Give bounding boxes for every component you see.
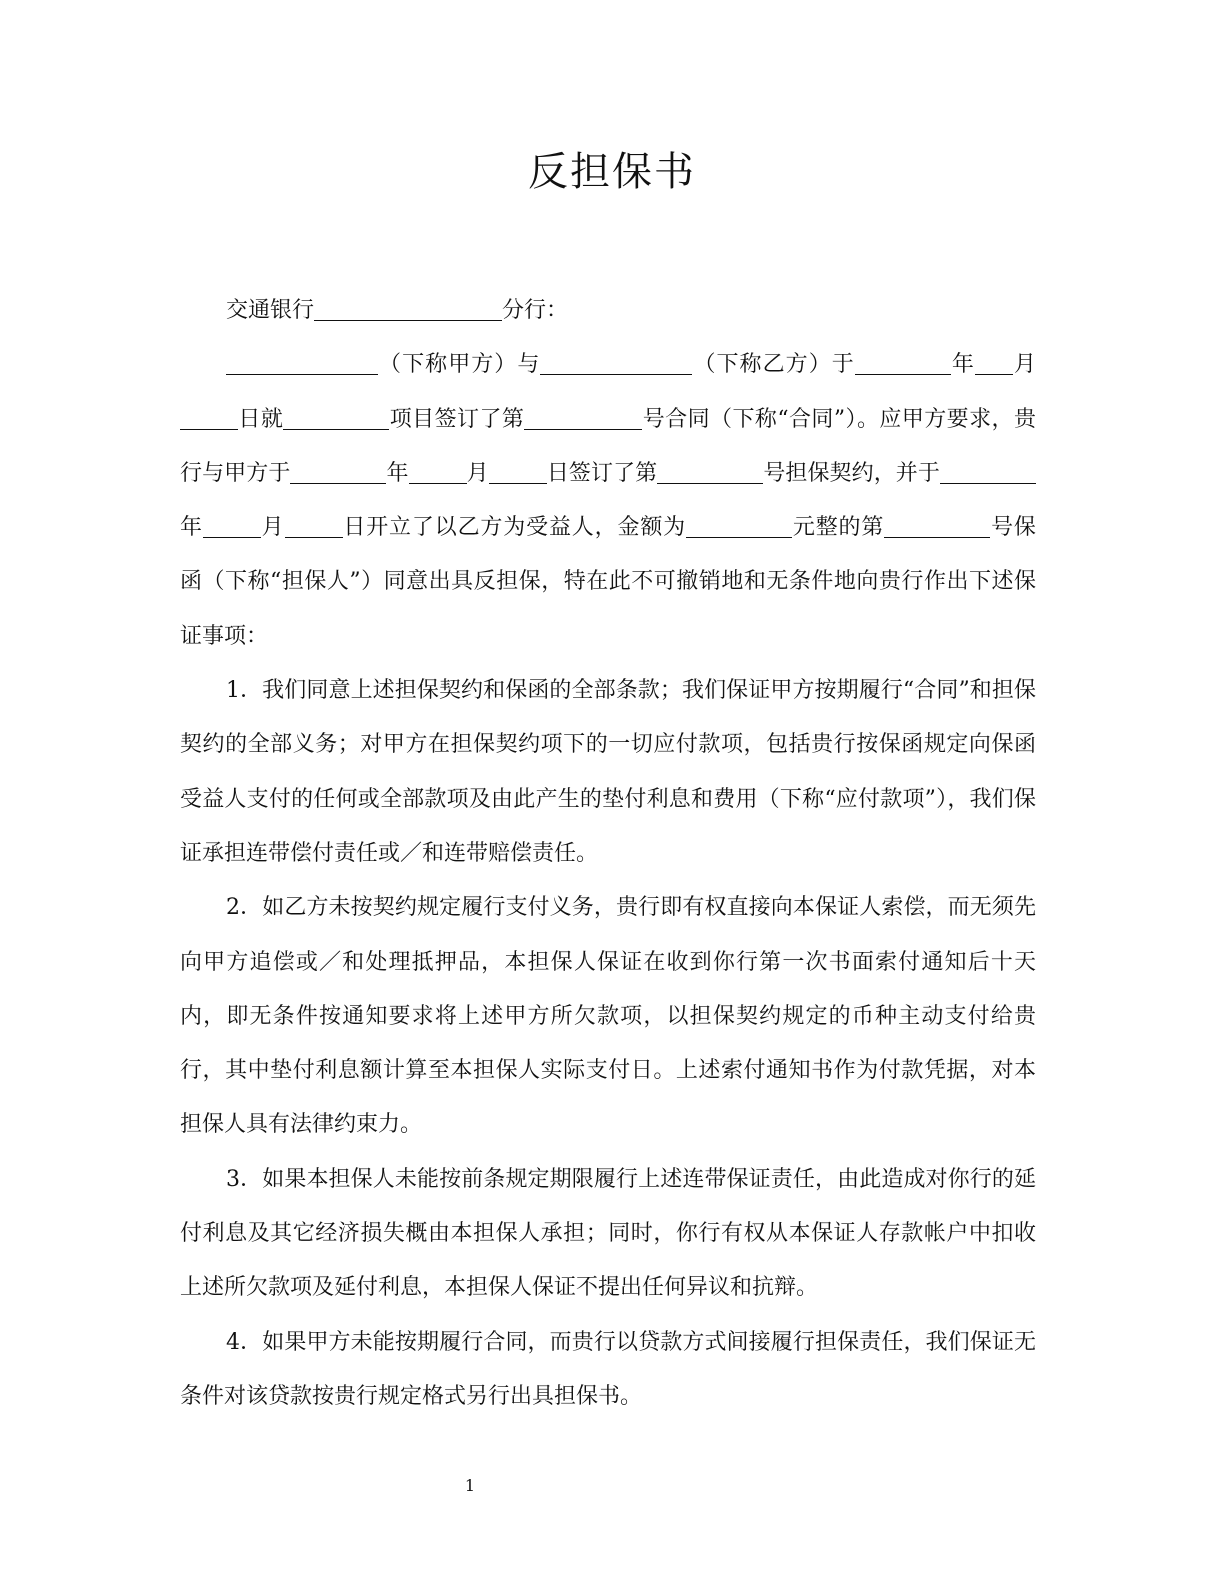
party-a-blank bbox=[226, 350, 378, 375]
intro-text: 月 bbox=[260, 515, 285, 541]
clause-3: 3．如果本担保人未能按前条规定期限履行上述连带保证责任，由此造成对你行的延付利息及其它经济损失概由本担保人承担；同时，你行有权从本保证人存款帐户中扣收上述所欠款项及延付利息，本担保人保证不提出任何异议和抗辩。 bbox=[180, 1166, 1036, 1301]
salutation-suffix: 分行： bbox=[502, 298, 569, 323]
party-b-blank bbox=[540, 350, 692, 375]
clause-4: 4．如果甲方未能按期履行合同，而贵行以贷款方式间接履行担保责任，我们保证无条件对该贷款按贵行规定格式另行出具担保书。 bbox=[180, 1329, 1036, 1409]
intro-text: 年 bbox=[180, 515, 203, 541]
letter-day-blank bbox=[285, 513, 343, 538]
guarantee-day-blank bbox=[489, 459, 547, 484]
letter-year-blank bbox=[940, 459, 1036, 484]
salutation bbox=[180, 284, 1036, 338]
intro-text: 月 bbox=[1012, 352, 1036, 378]
intro-text: 项目签订了第 bbox=[389, 406, 525, 432]
contract-day-blank bbox=[180, 405, 238, 430]
guarantee-month-blank bbox=[409, 459, 467, 484]
intro-text: 号保函（下称“担保人”）同意出具反担保，特在此不可撤销地和无条件地向贵行作出下述保证事项： bbox=[180, 515, 1036, 649]
contract-number-blank bbox=[524, 405, 642, 430]
clause-1: 1．我们同意上述担保契约和保函的全部条款；我们保证甲方按期履行“合同”和担保契约的全部义务；对甲方在担保契约项下的一切应付款项，包括贵行按保函规定向保函受益人支付的任何或全部款项及由此产生的垫付利息和费用（下称“应付款项”），我们保证承担连带偿付责任或／和连带赔偿责任。 bbox=[180, 678, 1036, 866]
guarantee-year-blank bbox=[290, 459, 386, 484]
salutation-prefix: 交通银行 bbox=[226, 298, 315, 323]
project-blank bbox=[283, 405, 389, 430]
page-number: 1 bbox=[464, 1476, 476, 1495]
document-body bbox=[180, 284, 1036, 1424]
guarantee-contract-number-blank bbox=[657, 459, 763, 484]
amount-blank bbox=[686, 513, 792, 538]
document-title: 反担保书 bbox=[528, 149, 696, 195]
intro-text: 日开立了以乙方为受益人，金额为 bbox=[342, 515, 687, 541]
intro-paragraph bbox=[180, 338, 1036, 664]
intro-text: 年 bbox=[950, 352, 975, 378]
branch-name-blank bbox=[314, 296, 502, 321]
intro-text: 号合同（下称“合同”）。应甲方要求，贵行与甲方于 bbox=[180, 406, 1036, 486]
contract-month-blank-a bbox=[975, 350, 1013, 375]
intro-text: 年 bbox=[386, 460, 409, 486]
contract-year-blank bbox=[855, 350, 951, 375]
letter-number-blank bbox=[884, 513, 990, 538]
intro-text: 日签订了第 bbox=[546, 460, 658, 486]
clause-2: 2．如乙方未按契约规定履行支付义务，贵行即有权直接向本保证人索偿，而无须先向甲方追偿或／和处理抵押品，本担保人保证在收到你行第一次书面索付通知后十天内，即无条件按通知要求将上述甲方所欠款项，以担保契约规定的币种主动支付给贵行，其中垫付利息额计算至本担保人实际支付日。上述索付通知书作为付款凭据，对本担保人具有法律约束力。 bbox=[180, 895, 1036, 1138]
intro-text: 号担保契约，并于 bbox=[763, 460, 940, 486]
intro-text: 日就 bbox=[238, 406, 284, 432]
intro-text: （下称甲方）与 bbox=[378, 352, 541, 378]
letter-month-blank bbox=[203, 513, 261, 538]
intro-text: 月 bbox=[466, 460, 489, 486]
intro-text: （下称乙方）于 bbox=[692, 352, 855, 378]
intro-text: 元整的第 bbox=[792, 515, 885, 541]
